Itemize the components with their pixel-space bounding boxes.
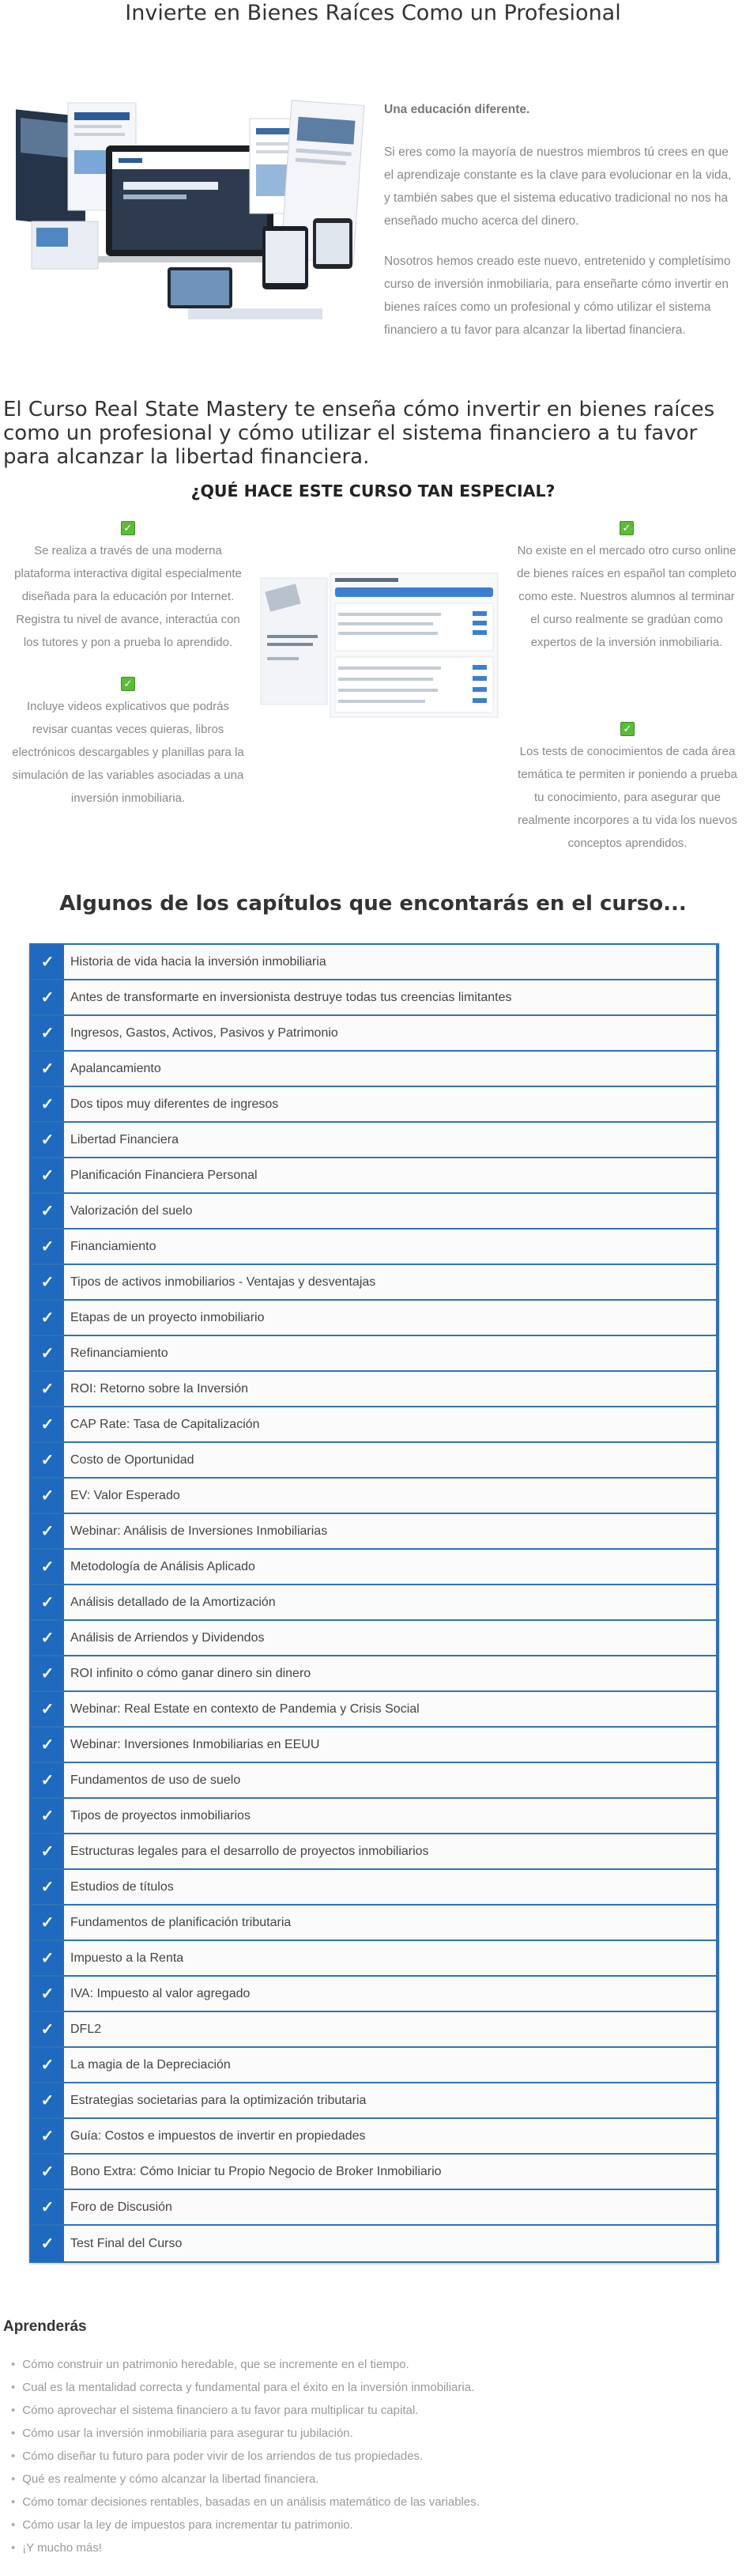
chapter-label: Impuesto a la Renta <box>64 1941 716 1975</box>
chapter-label: Tipos de proyectos inmobiliarios <box>64 1799 716 1833</box>
chapter-label: IVA: Impuesto al valor agregado <box>64 1977 716 2011</box>
chapter-row <box>31 945 716 980</box>
chapter-label: EV: Valor Esperado <box>64 1479 716 1513</box>
features-section <box>0 516 746 880</box>
chapter-label: CAP Rate: Tasa de Capitalización <box>64 1407 716 1441</box>
check-icon: ✓ <box>31 1407 64 1441</box>
chapter-label: Webinar: Real Estate en contexto de Pandemia y Crisis Social <box>64 1692 716 1726</box>
chapter-label: La magia de la Depreciación <box>64 2048 716 2082</box>
chapter-label: Estructuras legales para el desarrollo de proyectos inmobiliarios <box>64 1834 716 1868</box>
chapter-row <box>31 1229 716 1265</box>
chapters-list <box>29 943 719 2263</box>
chapter-row <box>31 1550 716 1585</box>
check-icon: ✓ <box>620 521 634 535</box>
chapter-label: Análisis detallado de la Amortización <box>64 1585 716 1619</box>
chapter-row <box>31 1514 716 1550</box>
chapter-row <box>31 1977 716 2012</box>
check-icon: ✓ <box>31 1301 64 1335</box>
chapter-row <box>31 1194 716 1229</box>
chapter-row <box>31 1052 716 1087</box>
feature-platform <box>14 516 242 654</box>
intro-section <box>0 35 746 337</box>
check-icon: ✓ <box>31 2226 64 2261</box>
check-icon: ✓ <box>31 1870 64 1904</box>
chapter-label: Dos tipos muy diferentes de ingresos <box>64 1087 716 1121</box>
check-icon: ✓ <box>31 1229 64 1263</box>
course-headline: El Curso Real State Mastery te enseña cómo invertir en bienes raíces como un profesional y cómo utilizar el sistema financiero a tu favor para alcanzar la libertad financiera. <box>3 398 715 469</box>
check-icon: ✓ <box>31 1728 64 1762</box>
chapter-row <box>31 1763 716 1799</box>
feature-tests <box>517 717 738 855</box>
chapter-label: Historia de vida hacia la inversión inmobiliaria <box>64 945 716 979</box>
check-icon: ✓ <box>31 1656 64 1690</box>
learn-item: • ¡Y mucho más! <box>11 2536 746 2559</box>
chapter-label: Planificación Financiera Personal <box>64 1158 716 1192</box>
chapter-row <box>31 980 716 1016</box>
chapter-row <box>31 1479 716 1514</box>
chapter-row <box>31 1443 716 1479</box>
check-icon: ✓ <box>31 2083 64 2117</box>
chapter-label: Apalancamiento <box>64 1052 716 1086</box>
feature-complete <box>514 516 740 654</box>
learn-item: • Cómo tomar decisiones rentables, basadas en un análisis matemático de las variables. <box>11 2491 746 2514</box>
check-icon: ✓ <box>31 1977 64 2011</box>
check-icon: ✓ <box>31 2155 64 2189</box>
chapter-row <box>31 1301 716 1336</box>
check-icon: ✓ <box>31 1692 64 1726</box>
check-icon: ✓ <box>31 2012 64 2046</box>
chapter-label: Etapas de un proyecto inmobiliario <box>64 1301 716 1335</box>
check-icon: ✓ <box>31 2048 64 2082</box>
chapter-row <box>31 1870 716 1906</box>
check-icon: ✓ <box>31 1052 64 1086</box>
check-icon: ✓ <box>31 945 64 979</box>
chapter-label: Estrategias societarias para la optimización tributaria <box>64 2083 716 2117</box>
chapter-row <box>31 1407 716 1443</box>
check-icon: ✓ <box>121 521 135 535</box>
chapter-row <box>31 1265 716 1301</box>
learn-item: • Qué es realmente y cómo alcanzar la libertad financiera. <box>11 2468 746 2491</box>
chapter-label: Libertad Financiera <box>64 1123 716 1157</box>
learn-section <box>0 2318 746 2559</box>
chapter-label: Estudios de títulos <box>64 1870 716 1904</box>
chapter-label: Fundamentos de planificación tributaria <box>64 1906 716 1940</box>
chapter-row <box>31 2190 716 2226</box>
chapter-row <box>31 2155 716 2190</box>
learn-item: • Cómo usar la inversión inmobiliaria para asegurar tu jubilación. <box>11 2422 746 2445</box>
check-icon: ✓ <box>31 1799 64 1833</box>
chapter-row <box>31 2083 716 2119</box>
chapters-title: Algunos de los capítulos que encontarás en el curso... <box>59 892 687 916</box>
chapter-label: Webinar: Análisis de Inversiones Inmobiliarias <box>64 1514 716 1548</box>
chapter-label: Fundamentos de uso de suelo <box>64 1763 716 1797</box>
chapter-row <box>31 2226 716 2261</box>
chapter-row <box>31 1941 716 1977</box>
feature-text: Se realiza a través de una moderna plataforma interactiva digital especialmente diseñada para la educación por Internet. Registra tu nivel de avance, interactúa con los tutores y pon a prueba lo aprendido. <box>14 544 242 649</box>
intro-paragraph-1: Si eres como la mayoría de nuestros miembros tú crees en que el aprendizaje constante es la clave para evolucionar en la vida, y también sabes que el sistema educativo tradicional no nos ha enseñado mucho acerca del dinero. <box>384 145 732 228</box>
feature-text: Los tests de conocimientos de cada área temática te permiten ir poniendo a prueba tu conocimiento, para asegurar que realmente incorpores a tu vida los nuevos conceptos aprendidos. <box>518 745 737 850</box>
learn-item: • Cual es la mentalidad correcta y fundamental para el éxito en la inversión inmobiliaria. <box>11 2376 746 2399</box>
chapter-row <box>31 1621 716 1656</box>
check-icon: ✓ <box>31 2190 64 2224</box>
chapter-label: Refinanciamiento <box>64 1336 716 1370</box>
chapter-label: Costo de Oportunidad <box>64 1443 716 1477</box>
chapter-label: Bono Extra: Cómo Iniciar tu Propio Negocio de Broker Inmobiliario <box>64 2155 716 2189</box>
chapter-label: Antes de transformarte en inversionista destruye todas tus creencias limitantes <box>64 980 716 1014</box>
chapter-row <box>31 1585 716 1621</box>
chapter-label: Guía: Costos e impuestos de invertir en propiedades <box>64 2119 716 2153</box>
learn-item: • Cómo construir un patrimonio heredable, que se incremente en el tiempo. <box>11 2353 746 2376</box>
intro-lead: Una educación diferente. <box>384 103 530 116</box>
learn-item: • Cómo aprovechar el sistema financiero a tu favor para multiplicar tu capital. <box>11 2399 746 2422</box>
chapter-label: Test Final del Curso <box>64 2226 716 2261</box>
check-icon: ✓ <box>31 980 64 1014</box>
check-icon: ✓ <box>31 2119 64 2153</box>
chapter-label: Foro de Discusión <box>64 2190 716 2224</box>
learn-item: • Cómo usar la ley de impuestos para incrementar tu patrimonio. <box>11 2514 746 2536</box>
feature-videos <box>11 672 245 810</box>
check-icon: ✓ <box>31 1443 64 1477</box>
check-icon: ✓ <box>620 722 635 736</box>
chapter-label: Metodología de Análisis Aplicado <box>64 1550 716 1584</box>
check-icon: ✓ <box>31 1585 64 1619</box>
chapter-row <box>31 2119 716 2155</box>
chapter-label: Tipos de activos inmobiliarios - Ventajas y desventajas <box>64 1265 716 1299</box>
chapter-row <box>31 1906 716 1941</box>
check-icon: ✓ <box>31 1621 64 1655</box>
check-icon: ✓ <box>121 677 135 691</box>
check-icon: ✓ <box>31 1514 64 1548</box>
check-icon: ✓ <box>31 1087 64 1121</box>
learn-item: • Cómo diseñar tu futuro para poder vivir de los arriendos de tus propiedades. <box>11 2445 746 2468</box>
check-icon: ✓ <box>31 1479 64 1513</box>
chapter-label: Webinar: Inversiones Inmobiliarias en EEUU <box>64 1728 716 1762</box>
check-icon: ✓ <box>31 1016 64 1050</box>
check-icon: ✓ <box>31 1372 64 1406</box>
check-icon: ✓ <box>31 1941 64 1975</box>
chapter-row <box>31 1158 716 1194</box>
check-icon: ✓ <box>31 1158 64 1192</box>
chapter-row <box>31 1799 716 1834</box>
intro-text <box>384 98 738 359</box>
chapter-label: Análisis de Arriendos y Dividendos <box>64 1621 716 1655</box>
check-icon: ✓ <box>31 1265 64 1299</box>
check-icon: ✓ <box>31 1194 64 1228</box>
check-icon: ✓ <box>31 1123 64 1157</box>
check-icon: ✓ <box>31 1763 64 1797</box>
course-platform-screenshot <box>259 572 501 720</box>
chapter-row <box>31 1834 716 1870</box>
chapter-label: Valorización del suelo <box>64 1194 716 1228</box>
chapter-row <box>31 1087 716 1123</box>
chapter-row <box>31 2048 716 2083</box>
chapter-row <box>31 1016 716 1052</box>
feature-text: No existe en el mercado otro curso online de bienes raíces en español tan completo como este. Nuestros alumnos al terminar el curso realmente se gradúan como expertos de la inversión inmobiliaria. <box>517 544 737 649</box>
chapter-row <box>31 1692 716 1728</box>
chapter-row <box>31 1336 716 1372</box>
check-icon: ✓ <box>31 1906 64 1940</box>
check-icon: ✓ <box>31 1336 64 1370</box>
chapter-label: DFL2 <box>64 2012 716 2046</box>
chapter-label: ROI infinito o cómo ganar dinero sin dinero <box>64 1656 716 1690</box>
learn-title: Aprenderás <box>3 2318 87 2335</box>
intro-paragraph-2: Nosotros hemos creado este nuevo, entretenido y completísimo curso de inversión inmobiliaria, para enseñarte cómo invertir en bienes raíces como un profesional y cómo utilizar el sistema financiero a tu favor para alcanzar la libertad financiera. <box>384 255 731 337</box>
check-icon: ✓ <box>31 1834 64 1868</box>
feature-text: Incluye videos explicativos que podrás revisar cuantas veces quieras, libros electrónicos descargables y planillas para la simulación de las variables asociadas a una inversión inmobiliaria. <box>12 700 244 805</box>
special-section-title: ¿QUÉ HACE ESTE CURSO TAN ESPECIAL? <box>190 482 556 500</box>
chapter-row <box>31 1123 716 1158</box>
chapter-row <box>31 2012 716 2048</box>
page-title: Invierte en Bienes Raíces Como un Profesional <box>125 1 621 25</box>
chapter-label: Ingresos, Gastos, Activos, Pasivos y Patrimonio <box>64 1016 716 1050</box>
chapter-label: Financiamiento <box>64 1229 716 1263</box>
chapter-label: ROI: Retorno sobre la Inversión <box>64 1372 716 1406</box>
chapter-row <box>31 1656 716 1692</box>
chapter-row <box>31 1728 716 1763</box>
learn-list <box>3 2353 746 2559</box>
course-devices-mockup <box>13 71 365 364</box>
check-icon: ✓ <box>31 1550 64 1584</box>
chapter-row <box>31 1372 716 1407</box>
